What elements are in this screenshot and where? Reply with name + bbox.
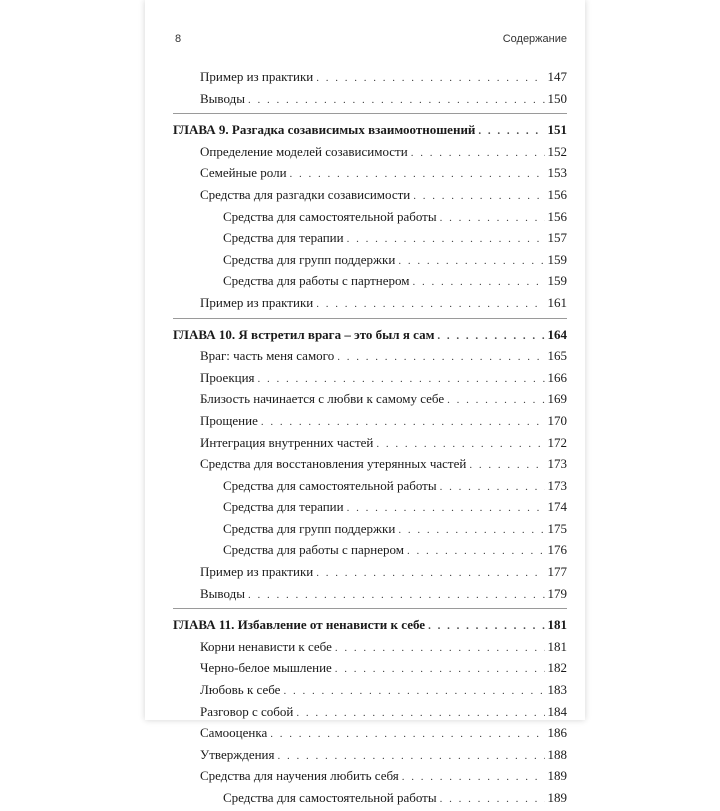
dot-leader — [261, 412, 545, 434]
toc-entry-title: Средства для групп поддержки — [223, 520, 396, 536]
toc-entry-page-number: 182 — [547, 660, 567, 676]
toc-entry — [173, 227, 567, 249]
toc-entry-page-number: 183 — [547, 682, 567, 698]
toc-entry — [173, 367, 567, 389]
toc-entry-page-number: 153 — [547, 165, 567, 181]
toc-entry-page-number: 177 — [547, 564, 567, 580]
toc-entry-title: Средства для терапии — [223, 230, 344, 246]
toc-entry-page-number: 175 — [547, 520, 567, 536]
dot-leader — [411, 143, 545, 165]
dot-leader — [398, 520, 544, 542]
toc-entry — [173, 475, 567, 497]
toc-chapter-entry — [173, 324, 567, 346]
dot-leader — [478, 121, 544, 143]
toc-entry — [173, 518, 567, 540]
toc-entry-page-number: 147 — [547, 69, 567, 84]
dot-leader — [413, 186, 544, 208]
toc-entry — [173, 561, 567, 583]
toc-entry-title: Враг: часть меня самого — [200, 348, 335, 364]
toc-entry-title: Интеграция внутренних частей — [200, 434, 374, 450]
toc-entry — [173, 141, 567, 163]
dot-leader — [440, 208, 545, 230]
toc-entry — [173, 410, 567, 432]
dot-leader — [316, 563, 544, 585]
page-header — [175, 33, 567, 45]
dot-leader — [347, 229, 545, 251]
dot-leader — [248, 90, 545, 112]
chapter-divider — [173, 113, 567, 114]
toc-entry-title: Любовь к себе — [200, 682, 281, 698]
dot-leader — [296, 703, 544, 725]
toc-entry-title: Средства для самостоятельной работы — [223, 208, 437, 224]
toc-entry-page-number: 150 — [547, 90, 567, 106]
toc-chapter-entry — [173, 614, 567, 636]
dot-leader — [316, 68, 544, 90]
toc-entry-title: Проекция — [200, 369, 255, 385]
toc-entry-title: Разговор с собой — [200, 703, 294, 719]
toc-entry — [173, 453, 567, 475]
toc-entry-page-number: 172 — [547, 434, 567, 450]
toc-entry-title: Средства для терапии — [223, 499, 344, 515]
dot-leader — [277, 746, 544, 768]
toc-entry-title: Черно-белое мышление — [200, 660, 332, 676]
toc-entry-page-number: 189 — [547, 768, 567, 784]
dot-leader — [437, 326, 544, 348]
toc-entry-page-number: 184 — [547, 703, 567, 719]
toc-entry-page-number: 164 — [547, 326, 567, 342]
toc-entry-title: ГЛАВА 9. Разгадка созависимых взаимоотношений — [173, 122, 476, 138]
toc-entry-page-number: 159 — [547, 273, 567, 289]
dot-leader — [398, 251, 544, 273]
toc-entry — [173, 496, 567, 518]
toc-entry-title: Средства для самостоятельной работы — [223, 477, 437, 493]
toc-entry-page-number: 186 — [547, 725, 567, 741]
dot-leader — [428, 616, 544, 638]
toc-entry-page-number: 179 — [547, 585, 567, 601]
toc-entry — [173, 88, 567, 110]
toc-entry-title: Средства для работы с парнером — [223, 542, 404, 558]
toc-entry-page-number: 169 — [547, 391, 567, 407]
toc-entry — [173, 345, 567, 367]
toc-entry — [173, 388, 567, 410]
dot-leader — [440, 789, 545, 811]
toc-entry-page-number: 181 — [547, 638, 567, 654]
dot-leader — [413, 272, 545, 294]
toc-entry — [173, 583, 567, 605]
toc-entry — [173, 657, 567, 679]
toc-entry-page-number: 170 — [547, 412, 567, 428]
toc-entry-title: ГЛАВА 11. Избавление от ненависти к себе — [173, 617, 426, 633]
dot-leader — [447, 390, 544, 412]
toc-entry-page-number: 176 — [547, 542, 567, 558]
toc-entry-title: Выводы — [200, 585, 245, 601]
dot-leader — [335, 638, 545, 660]
toc-entry-page-number: 181 — [547, 617, 567, 633]
toc-entry-page-number: 174 — [547, 499, 567, 515]
dot-leader — [290, 164, 545, 186]
dot-leader — [335, 659, 545, 681]
toc-entry-title: Утверждения — [200, 746, 275, 762]
toc-entry-title: Семейные роли — [200, 165, 287, 181]
toc-entry — [173, 539, 567, 561]
toc-entry — [173, 787, 567, 809]
toc-entry-title: Средства для восстановления утерянных частей — [200, 456, 467, 472]
toc-entry-page-number: 165 — [547, 348, 567, 364]
toc-entry-page-number: 189 — [547, 790, 567, 805]
toc-entry-title: Выводы — [200, 90, 245, 106]
dot-leader — [376, 434, 544, 456]
toc-entry-title: Средства для научения любить себя — [200, 768, 399, 784]
toc-entry — [173, 679, 567, 701]
toc-entry-title: Близость начинается с любви к самому себе — [200, 391, 445, 407]
toc-entry-page-number: 159 — [547, 251, 567, 267]
toc-entry — [173, 270, 567, 292]
table-of-contents — [173, 66, 567, 809]
toc-entry-page-number: 166 — [547, 369, 567, 385]
toc-entry-page-number: 173 — [547, 456, 567, 472]
toc-entry — [173, 432, 567, 454]
toc-entry-title: Самооценка — [200, 725, 268, 741]
toc-entry — [173, 249, 567, 271]
toc-entry — [173, 636, 567, 658]
dot-leader — [258, 369, 545, 391]
toc-entry — [173, 292, 567, 314]
toc-entry — [173, 66, 567, 88]
section-title: Содержание — [502, 33, 567, 45]
dot-leader — [270, 724, 544, 746]
toc-entry-title: Пример из практики — [200, 294, 314, 310]
toc-entry-title: Прощение — [200, 412, 258, 428]
dot-leader — [283, 681, 544, 703]
toc-entry-page-number: 156 — [547, 186, 567, 202]
toc-entry-title: Пример из практики — [200, 564, 314, 580]
dot-leader — [469, 455, 544, 477]
toc-entry-title: Средства для самостоятельной работы — [223, 790, 437, 805]
dot-leader — [316, 294, 544, 316]
toc-entry — [173, 765, 567, 787]
toc-entry-page-number: 188 — [547, 746, 567, 762]
toc-entry-title: Корни ненависти к себе — [200, 638, 332, 654]
dot-leader — [440, 477, 545, 499]
dot-leader — [407, 541, 545, 563]
toc-entry-page-number: 152 — [547, 143, 567, 159]
chapter-divider — [173, 318, 567, 319]
dot-leader — [248, 585, 545, 607]
toc-entry — [173, 722, 567, 744]
toc-entry-page-number: 157 — [547, 230, 567, 246]
toc-entry-page-number: 156 — [547, 208, 567, 224]
chapter-divider — [173, 608, 567, 609]
toc-entry-title: Определение моделей созависимости — [200, 143, 408, 159]
dot-leader — [402, 767, 545, 789]
toc-entry — [173, 701, 567, 723]
toc-entry — [173, 744, 567, 766]
dot-leader — [347, 498, 545, 520]
toc-entry-title: Пример из практики — [200, 69, 314, 84]
toc-entry-title: ГЛАВА 10. Я встретил врага – это был я сам — [173, 326, 435, 342]
toc-entry-title: Средства для разгадки созависимости — [200, 186, 411, 202]
toc-entry-title: Средства для групп поддержки — [223, 251, 396, 267]
toc-entry — [173, 162, 567, 184]
toc-entry-title: Средства для работы с партнером — [223, 273, 410, 289]
toc-entry-page-number: 161 — [547, 294, 567, 310]
page-number: 8 — [175, 33, 182, 45]
toc-entry-page-number: 151 — [547, 122, 567, 138]
dot-leader — [337, 347, 544, 369]
toc-entry — [173, 206, 567, 228]
toc-chapter-entry — [173, 119, 567, 141]
toc-entry-page-number: 173 — [547, 477, 567, 493]
toc-entry — [173, 184, 567, 206]
